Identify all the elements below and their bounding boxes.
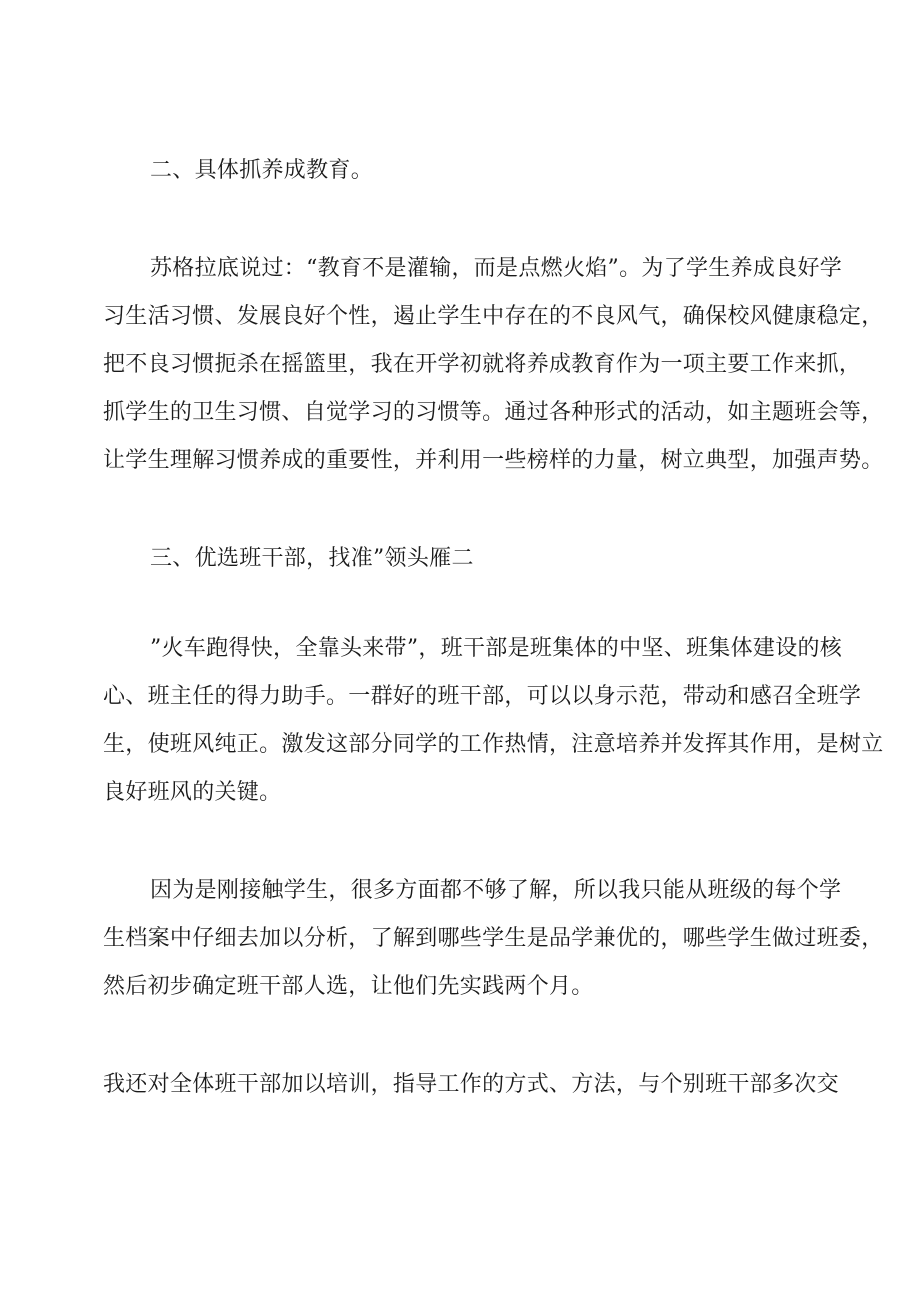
paragraph-line: 良好班风的关键。 xyxy=(103,780,282,805)
paragraph-line: 因为是刚接触学生，很多方面都不够了解，所以我只能从班级的每个学 xyxy=(150,878,842,903)
section-heading-3: 三、优选班干部，找准”领头雁二 xyxy=(150,546,474,571)
paragraph-line: 心、班主任的得力助手。一群好的班干部，可以以身示范，带动和感召全班学 xyxy=(103,684,862,709)
paragraph-line: 生，使班风纯正。激发这部分同学的工作热情，注意培养并发挥其作用，是树立 xyxy=(103,732,884,757)
paragraph-line: 习生活习惯、发展良好个性，遏止学生中存在的不良风气，确保校风健康稳定， xyxy=(103,304,884,329)
paragraph-line: 我还对全体班干部加以培训，指导工作的方式、方法，与个别班干部多次交 xyxy=(103,1072,839,1097)
paragraph-line: 把不良习惯扼杀在摇篮里，我在开学初就将养成教育作为一项主要工作来抓， xyxy=(103,352,862,377)
paragraph-line: 抓学生的卫生习惯、自觉学习的习惯等。通过各种形式的活动，如主题班会等， xyxy=(103,400,884,425)
section-heading-2: 二、具体抓养成教育。 xyxy=(150,158,374,183)
paragraph-line: ”火车跑得快，全靠头来带”，班干部是班集体的中坚、班集体建设的核 xyxy=(150,636,843,661)
paragraph-line: 让学生理解习惯养成的重要性，并利用一些榜样的力量，树立典型，加强声势。 xyxy=(103,448,884,473)
paragraph-line: 生档案中仔细去加以分析，了解到哪些学生是品学兼优的，哪些学生做过班委， xyxy=(103,926,884,951)
paragraph-line: 苏格拉底说过：“教育不是灌输，而是点燃火焰”。为了学生养成良好学 xyxy=(150,256,843,281)
paragraph-line: 然后初步确定班干部人选，让他们先实践两个月。 xyxy=(103,974,594,999)
